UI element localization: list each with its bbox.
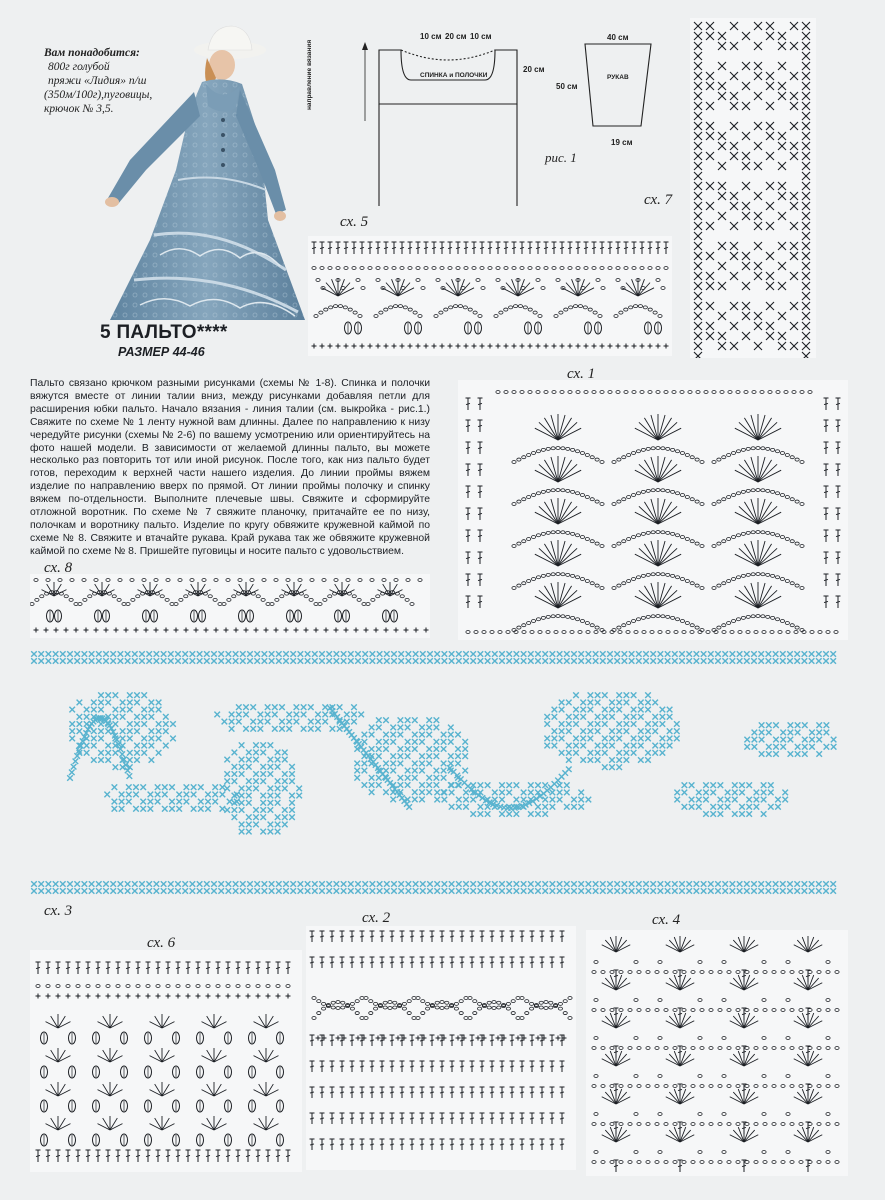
chart-7	[690, 18, 816, 358]
figure-label: рис. 1	[545, 150, 577, 165]
dim-sleeve-height: 50 см	[556, 82, 578, 91]
chart-label-8: сх. 8	[44, 560, 73, 576]
pattern-diagram	[345, 26, 675, 211]
dim-neck-mid: 20 см	[445, 32, 467, 41]
instructions-text: Пальто связано крючком разными рисунками (схемы № 1-8). Спинка и полочки вяжутся вместе от линии талии вниз, между рисунками добавляя петли для расширения юбки пальто. Начало вязания - линия талии (см. выкройка - рис.1.) Свяжите по схеме № 1 ленту нужной вам длинны. Далее по направлению к низу чередуйте рисунки (схемы № 2-6) по вашему усмотрению или ориентируйтесь на фото нашей модели. В зависимости от желаемой длинны пальто, вы можете несколько раз повторить тот или иной рисунок. После того, как низ пальто будет готов, переходим к верхней части нашего изделия. До линии проймы вяжем изделие по направлению вверх по прямой. От линии проймы полочку и спинку вяжем по-отдельности. Выполните плечевые швы. Свяжите и сформируйте отложной воротник. По схеме № 7 свяжите планочку, притачайте ее по низу, полочкам и воротнику пальто. Изделие по кругу обвяжите кружевной каймой по схеме № 8. Свяжите и втачайте рукава. Край рукава так же обвяжите кружевной каймой по схеме № 8. Пришейте пуговицы и носите пальто с удовольствием.	[30, 378, 430, 557]
materials-line: 800г голубой	[48, 61, 110, 73]
materials-heading: Вам понадобится:	[44, 47, 140, 59]
back-front-label: СПИНКА и ПОЛОЧКИ	[420, 72, 488, 79]
chart-8	[30, 574, 430, 638]
materials-line: (350м/100г),пуговицы,	[44, 89, 153, 101]
chart-label-2: сх. 2	[362, 910, 391, 926]
chart-label-1: сх. 1	[567, 366, 596, 382]
materials-block	[44, 46, 184, 116]
chart-filet-band	[30, 648, 845, 898]
page-title: 5 ПАЛЬТО****	[100, 322, 228, 343]
chart-3-6	[30, 950, 302, 1172]
materials-line: пряжи «Лидия» п/ш	[48, 75, 147, 87]
chart-1	[458, 380, 848, 640]
chart-label-3: сх. 3	[44, 903, 73, 919]
chart-5	[308, 236, 672, 356]
materials-line: крючок № 3,5.	[44, 103, 114, 115]
dim-neck-right: 10 см	[470, 32, 492, 41]
dim-armhole: 20 см	[523, 65, 545, 74]
chart-label-7: сх. 7	[644, 192, 673, 208]
chart-label-4: сх. 4	[652, 912, 681, 928]
chart-label-6: сх. 6	[147, 935, 176, 951]
chart-4	[586, 930, 848, 1176]
size-label: РАЗМЕР 44-46	[118, 345, 205, 359]
knitting-direction-label: направление вязания	[306, 39, 313, 110]
chart-label-5: сх. 5	[340, 214, 369, 230]
dim-sleeve-bottom: 19 см	[611, 138, 633, 147]
dim-neck-left: 10 см	[420, 32, 442, 41]
sleeve-label: РУКАВ	[607, 74, 629, 81]
dim-sleeve-top: 40 см	[607, 33, 629, 42]
chart-2	[306, 926, 576, 1170]
